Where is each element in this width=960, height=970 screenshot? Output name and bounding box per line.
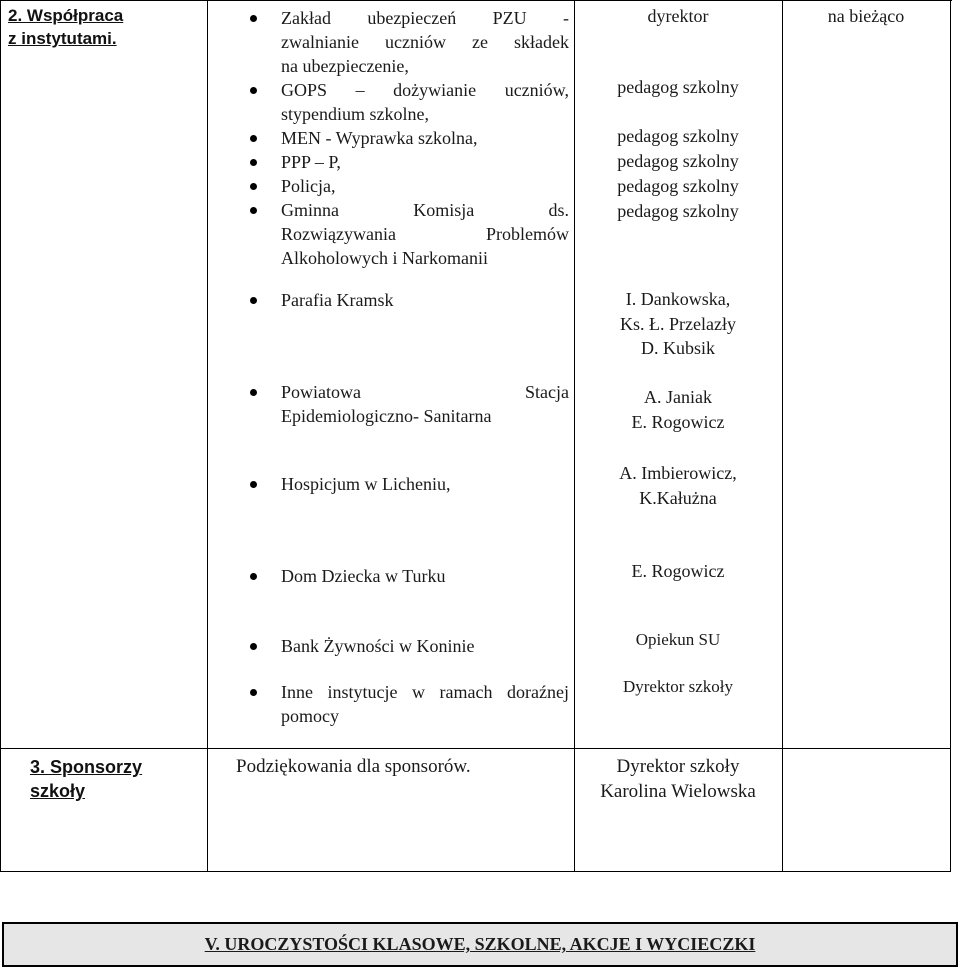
powiatowa-line1-b: Stacja [525, 382, 569, 402]
pzu-line2-c: ze [471, 32, 488, 52]
bullet-icon [250, 87, 257, 94]
responsible-r4: pedagog szkolny [617, 151, 739, 171]
gminna-line1-b: Komisja [413, 200, 475, 220]
row-divider [0, 748, 951, 749]
bullet-icon [250, 389, 257, 396]
bullet-icon [250, 297, 257, 304]
responsible-r7-line2: Ks. Ł. Przelazły [620, 313, 736, 334]
bullet-icon [250, 481, 257, 488]
bank-text: Bank Żywności w Koninie [281, 636, 475, 656]
section-heading-title: V. UROCZYSTOŚCI KLASOWE, SZKOLNE, AKCJE I WYCIECZKI [204, 934, 756, 954]
table-border-top [0, 0, 952, 1]
gops-line1-b: – [355, 80, 365, 100]
term-value: na bieżąco [827, 6, 905, 26]
responsible-r8 [578, 385, 778, 434]
table-border-right [950, 0, 951, 872]
column-divider-1 [207, 0, 208, 872]
responsible-r7-line1: I. Dankowska, [625, 289, 731, 309]
bullet-icon [250, 15, 257, 22]
inne-line1-d: ramach [439, 682, 493, 702]
gminna-line1-c: ds. [548, 200, 569, 220]
gminna-line1-a: Gminna [281, 200, 339, 220]
responsible-r7 [578, 287, 778, 361]
bullet-icon [250, 183, 257, 190]
table-border-bottom [0, 871, 951, 872]
section-3-title-line1: 3. Sponsorzy [30, 757, 143, 777]
section-heading-bar [2, 922, 958, 967]
bullet-icon [250, 643, 257, 650]
responsible-r7-line3: D. Kubsik [640, 338, 715, 358]
inne-line2: pomocy [281, 706, 339, 726]
responsible-r11: Opiekun SU [635, 630, 721, 649]
section-2-title-line1: 2. Współpraca [8, 6, 124, 25]
inne-line1-e: doraźnej [507, 682, 569, 702]
pzu-line1-a: Zakład [281, 8, 331, 28]
men-text: MEN - Wyprawka szkolna, [281, 128, 478, 148]
inne-line1-b: instytucje [327, 682, 398, 702]
responsible-r12: Dyrektor szkoły [622, 677, 733, 696]
responsible-r2: pedagog szkolny [617, 77, 739, 97]
responsible-r3: pedagog szkolny [617, 126, 739, 146]
responsible-r5: pedagog szkolny [617, 176, 739, 196]
gops-line1-a: GOPS [281, 80, 328, 100]
pzu-line1-c: PZU [492, 8, 527, 28]
pzu-line1-d: - [562, 8, 569, 28]
bullet-icon [250, 689, 257, 696]
gminna-line2-a: Rozwiązywania [281, 224, 396, 244]
section-3-responsible-line2: Karolina Wielowska [600, 780, 756, 802]
powiatowa-line1-a: Powiatowa [281, 382, 361, 402]
section-3-task: Podziękowania dla sponsorów. [236, 756, 471, 777]
pzu-line2-b: uczniów [384, 32, 446, 52]
pzu-line2-d: składek [513, 32, 569, 52]
responsible-r9-line2: K.Kałużna [639, 487, 717, 508]
dom-dziecka-text: Dom Dziecka w Turku [281, 566, 446, 586]
bullet-icon [250, 135, 257, 142]
pzu-line2-a: zwalnianie [281, 32, 359, 52]
gops-line1-c: dożywianie [393, 80, 477, 100]
inne-line1-a: Inne [281, 682, 313, 702]
column-divider-3 [782, 0, 783, 872]
responsible-r1: dyrektor [647, 6, 709, 26]
bullet-icon [250, 207, 257, 214]
gops-line2: stypendium szkolne, [281, 104, 429, 124]
gminna-line3: Alkoholowych i Narkomanii [281, 248, 488, 268]
hospicjum-text: Hospicjum w Licheniu, [281, 474, 451, 494]
responsible-r9 [578, 461, 778, 510]
pzu-line1-b: ubezpieczeń [367, 8, 457, 28]
policja-text: Policja, [281, 176, 336, 196]
responsible-r8-line2: E. Rogowicz [631, 411, 725, 432]
responsible-r6: pedagog szkolny [617, 201, 739, 221]
bullet-icon [250, 573, 257, 580]
powiatowa-line2: Epidemiologiczno- Sanitarna [281, 406, 492, 426]
bullet-icon [250, 159, 257, 166]
section-3-responsible-line1: Dyrektor szkoły [616, 756, 740, 777]
responsible-r9-line1: A. Imbierowicz, [619, 463, 737, 483]
gminna-line2-b: Problemów [486, 224, 569, 244]
inne-line1-c: w [412, 682, 426, 702]
section-2-title-line2: z instytutami. [8, 29, 117, 48]
section-3-responsible [578, 755, 778, 804]
table-border-left [0, 0, 1, 872]
pzu-line3: na ubezpieczenie, [281, 56, 409, 76]
parafia-text: Parafia Kramsk [281, 290, 394, 310]
section-3-title-line2: szkoły [30, 781, 86, 801]
responsible-r10: E. Rogowicz [631, 561, 725, 581]
gops-line1-d: uczniów, [504, 80, 569, 100]
ppp-text: PPP – P, [281, 152, 341, 172]
responsible-r8-line1: A. Janiak [644, 387, 712, 407]
column-divider-2 [574, 0, 575, 872]
